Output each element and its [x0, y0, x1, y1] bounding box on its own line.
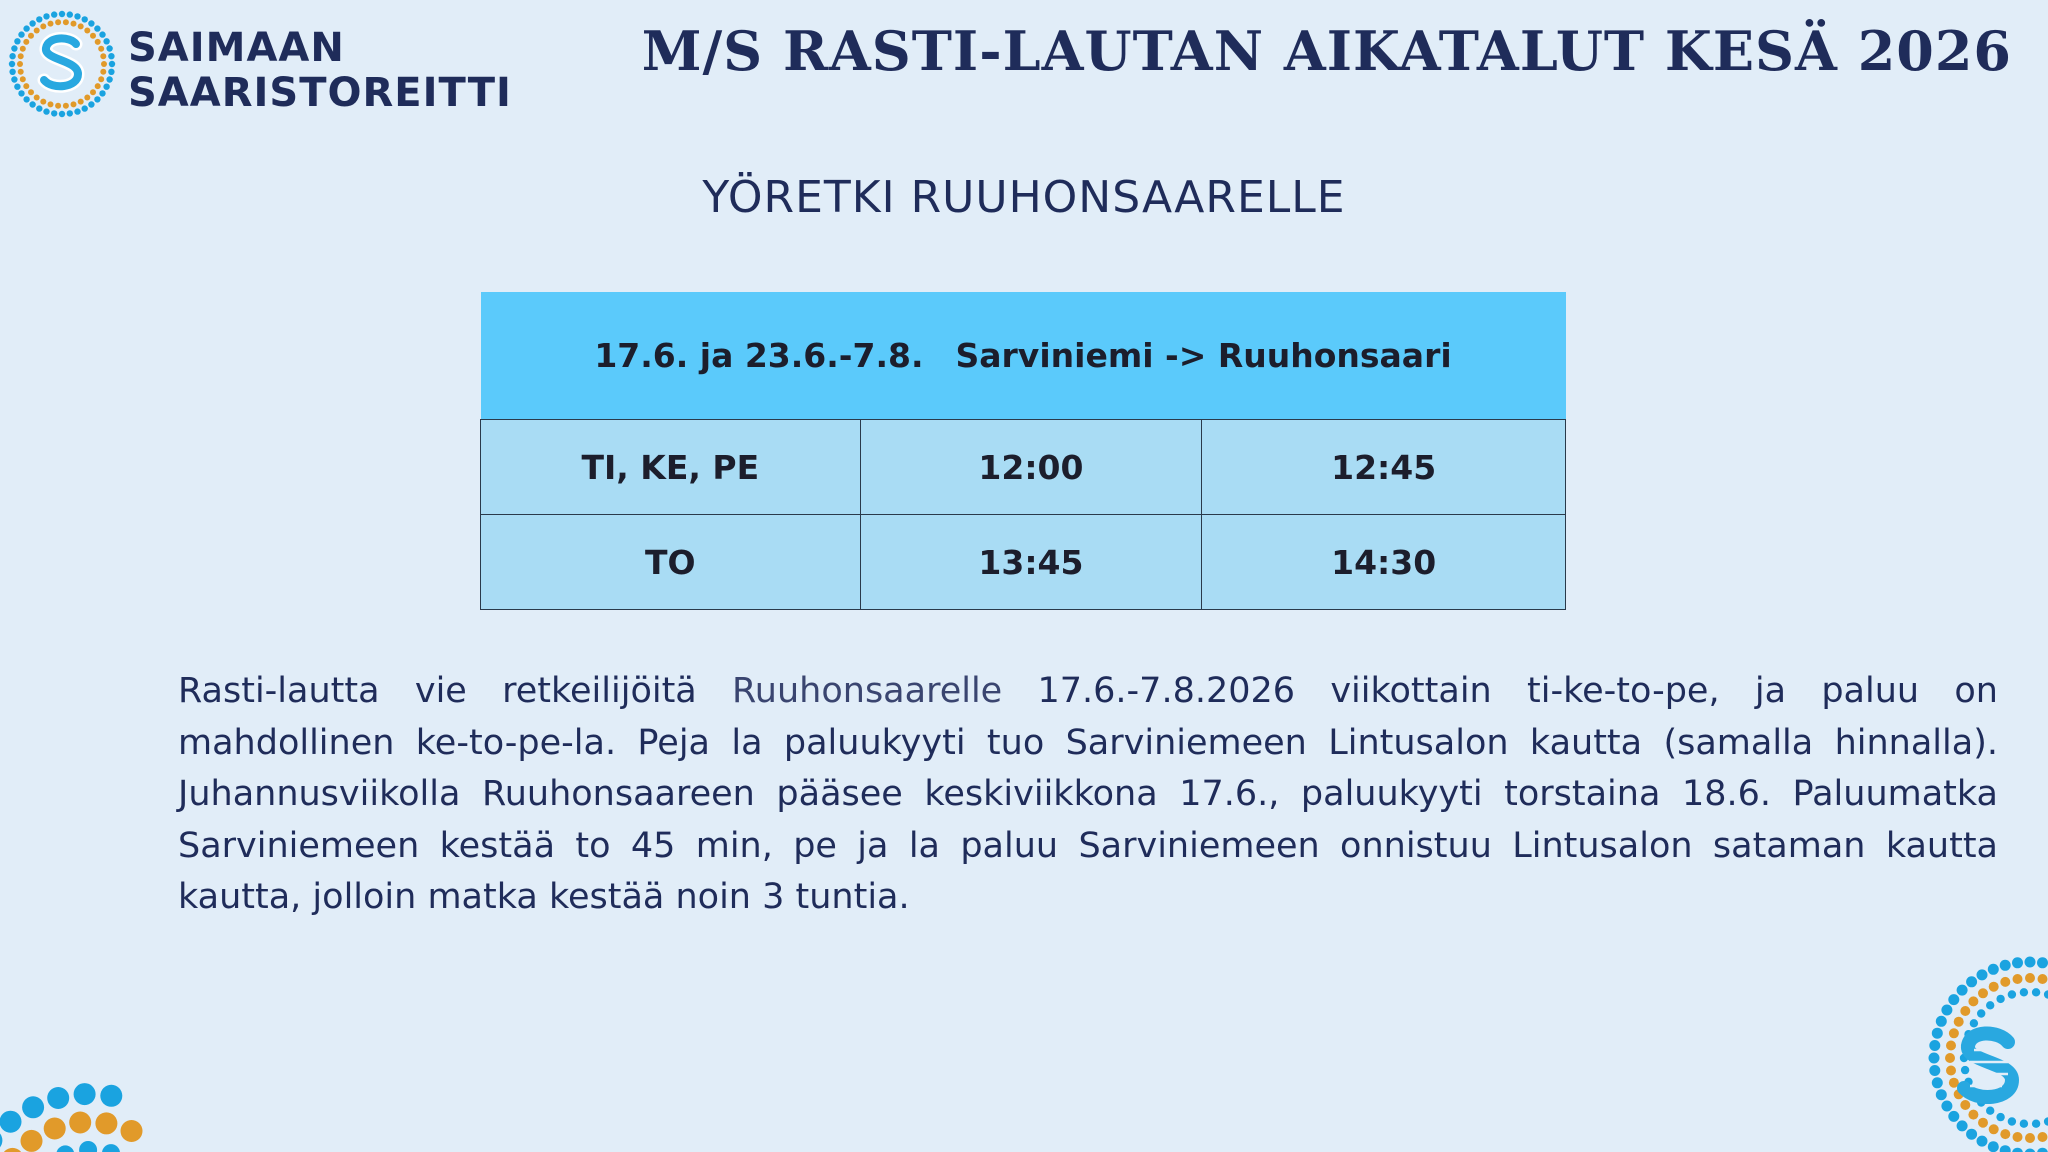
decoration-dot [2000, 1145, 2011, 1152]
dotted-arc-decoration-icon [0, 1072, 260, 1152]
decoration-dot [1929, 1040, 1940, 1051]
logo-dot [94, 96, 100, 102]
decoration-dot [2044, 1117, 2048, 1125]
decoration-dot [1966, 1129, 1977, 1140]
logo-dot [99, 31, 105, 37]
logo-dot [51, 11, 57, 17]
decoration-dot [21, 1130, 43, 1152]
decoration-dot [2000, 960, 2011, 971]
logo-dot [36, 105, 42, 111]
decoration-dot [1948, 1111, 1959, 1122]
logo-dot [108, 69, 114, 75]
logo-dot [108, 53, 114, 59]
description-paragraph [178, 666, 1998, 924]
decoration-dot [1978, 988, 1988, 998]
logo-dot [40, 23, 46, 29]
logo-dot [9, 69, 15, 75]
logo-dot [20, 76, 26, 82]
section-subtitle: YÖRETKI RUUHONSAARELLE [702, 172, 1346, 223]
logo-dot [71, 101, 77, 107]
logo-dot [103, 84, 109, 90]
decoration-dot [1988, 964, 1999, 975]
logo-dot [29, 20, 35, 26]
table-cell-days: TO [481, 515, 861, 610]
logo-dot [43, 13, 49, 19]
decoration-dot [0, 1111, 22, 1133]
logo-dot [88, 101, 94, 107]
brand-logo [6, 8, 512, 118]
logo-line-1: SAIMAAN [128, 25, 345, 71]
logo-dot [99, 90, 105, 96]
decoration-dot [2044, 990, 2048, 998]
logo-dot [18, 31, 24, 37]
logo-dot [11, 76, 17, 82]
logo-dot [48, 21, 54, 27]
decoration-dot [2032, 988, 2040, 996]
decoration-dot [1957, 985, 1968, 996]
decoration-dot [2008, 990, 2016, 998]
decoration-dot [0, 1129, 2, 1151]
logo-dot [90, 89, 96, 95]
logo-dot [11, 45, 17, 51]
logo-dot [106, 45, 112, 51]
table-cell-arrival: 14:30 [1202, 515, 1566, 610]
decoration-dot [1948, 994, 1959, 1005]
logo-dot [74, 108, 80, 114]
decoration-dot [79, 1141, 97, 1152]
decoration-dot [1986, 1001, 1994, 1009]
decoration-dot [1966, 976, 1977, 987]
decoration-dot [1978, 1118, 1988, 1128]
decoration-dot [2013, 1132, 2023, 1142]
timetable-header-row [481, 292, 1566, 420]
table-row [481, 420, 1566, 515]
decoration-dot [1986, 1107, 1994, 1115]
decoration-dot [22, 1096, 44, 1118]
logo-dot [9, 61, 15, 67]
decoration-dot [1941, 1005, 1952, 1016]
decoration-dot [2038, 974, 2048, 984]
logo-dot [55, 103, 61, 109]
decoration-dot [1957, 1120, 1968, 1131]
logo-dot [36, 16, 42, 22]
decoration-dot [1970, 1019, 1978, 1027]
logo-dot [101, 61, 107, 67]
logo-dot [34, 28, 40, 34]
logo-dot [84, 28, 90, 34]
decoration-dot [1977, 969, 1988, 980]
decoration-dot [2000, 1129, 2010, 1139]
logo-dot [14, 38, 20, 44]
decoration-dot [2038, 1132, 2048, 1142]
decoration-dot [2013, 974, 2023, 984]
description-part-2: Ruuhonsaarelle [732, 671, 1003, 711]
timetable-header-route: Sarviniemi -> Ruuhonsaari [955, 336, 1452, 375]
logo-dot [100, 53, 106, 59]
logo-dot [14, 84, 20, 90]
logo-dot [95, 39, 101, 45]
decoration-dot [1949, 1028, 1959, 1038]
decoration-dot [2008, 1117, 2016, 1125]
logo-dot [17, 61, 23, 67]
decoration-dot [1932, 1077, 1943, 1088]
decoration-dot [69, 1112, 91, 1134]
table-cell-days: TI, KE, PE [481, 420, 861, 515]
decoration-dot [1989, 1124, 1999, 1134]
description-part-3: 17.6.-7.8.2026 viikottain ti-ke-to-pe, ja paluu on mahdollinen ke-to-pe-la. Peja la paluukyyti tuo Sarviniemeen Lintusalon kautta (samalla hinnalla). Juhannusviikolla Ruuhonsaareen pääsee keskiviikkona 17.6., paluukyyti torstaina 18.6. Paluumatka Sarviniemeen kestää to 45 min, pe ja la paluu Sarviniemeen onnistuu Lintusalon sataman kautta kautta, jolloin matka kestää noin 3 tuntia. [178, 671, 1998, 917]
logo-dot [55, 19, 61, 25]
decoration-dot [1968, 1110, 1978, 1120]
logo-dot [43, 108, 49, 114]
logo-dot [28, 33, 34, 39]
timetable-header [481, 292, 1566, 420]
decoration-dot [44, 1118, 66, 1140]
decoration-dot [1961, 1066, 1969, 1074]
decoration-dot [47, 1087, 69, 1109]
logo-dot [18, 69, 24, 75]
decoration-dot [2037, 1148, 2048, 1152]
description-part-1: Rasti-lautta vie retkeilijöitä [178, 671, 733, 711]
dotted-circle-decoration-icon [1890, 950, 2048, 1152]
decoration-dot [1960, 1006, 1970, 1016]
table-row [481, 515, 1566, 610]
decoration-dot [2025, 1149, 2036, 1152]
decoration-dot [121, 1120, 143, 1142]
saimaan-saaristoreitti-logo-icon [6, 8, 118, 120]
page-title: M/S RASTI-LAUTAN AIKATALUT KESÄ 2026 [641, 19, 2012, 83]
decoration-dot [2025, 957, 2036, 968]
logo-dot [34, 95, 40, 101]
decoration-dot [1929, 1065, 1940, 1076]
decoration-dot [1932, 1028, 1943, 1039]
table-cell-arrival: 12:45 [1202, 420, 1566, 515]
logo-dot [9, 53, 15, 59]
logo-dot [59, 11, 65, 17]
decoration-dot [1977, 1136, 1988, 1147]
decoration-dot [100, 1085, 122, 1107]
logo-dot [23, 96, 29, 102]
logo-dot [20, 46, 26, 52]
logo-dot [23, 39, 29, 45]
logo-dot [82, 105, 88, 111]
decoration-dot [1946, 1066, 1956, 1076]
logo-dot [98, 76, 104, 82]
table-cell-departure: 12:00 [860, 420, 1202, 515]
logo-dot [78, 99, 84, 105]
timetable [480, 292, 1566, 610]
logo-dot [84, 95, 90, 101]
logo-dot [82, 16, 88, 22]
decoration-dot [2020, 988, 2028, 996]
logo-wordmark [128, 26, 512, 116]
logo-dot [103, 38, 109, 44]
decoration-dot [2037, 957, 2048, 968]
decoration-dot [1929, 1053, 1940, 1064]
logo-dot [51, 110, 57, 116]
decoration-dot [1945, 1053, 1955, 1063]
logo-dot [78, 23, 84, 29]
decoration-dot [2, 1148, 24, 1152]
decoration-dot [74, 1083, 96, 1105]
decoration-dot [56, 1145, 74, 1152]
logo-dot [98, 46, 104, 52]
decoration-dot [2020, 1120, 2028, 1128]
decoration-dot [95, 1112, 117, 1134]
logo-dot [74, 13, 80, 19]
timetable-header-dates: 17.6. ja 23.6.-7.8. [594, 336, 924, 375]
decoration-dot [1936, 1016, 1947, 1027]
logo-dot [48, 101, 54, 107]
logo-dot [63, 103, 69, 109]
logo-dot [23, 25, 29, 31]
decoration-dot [1941, 1101, 1952, 1112]
decoration-dot [2000, 977, 2010, 987]
logo-dot [90, 33, 96, 39]
decoration-dot [1996, 1113, 2004, 1121]
decoration-dot [1936, 1089, 1947, 1100]
decoration-dot [1954, 1017, 1964, 1027]
decoration-dot [1977, 1009, 1985, 1017]
logo-line-2: SAARISTOREITTI [128, 70, 512, 116]
decoration-dot [2032, 1120, 2040, 1128]
decoration-dot [2025, 973, 2035, 983]
decoration-dot [2025, 1133, 2035, 1143]
logo-dot [28, 89, 34, 95]
decoration-dot [1960, 1100, 1970, 1110]
decoration-dot [2012, 1148, 2023, 1152]
logo-dot [94, 25, 100, 31]
logo-dot [67, 11, 73, 17]
logo-dot [59, 111, 65, 117]
table-cell-departure: 13:45 [860, 515, 1202, 610]
logo-dot [40, 99, 46, 105]
logo-dot [67, 110, 73, 116]
logo-dot [71, 21, 77, 27]
logo-dot [18, 53, 24, 59]
decoration-dot [1988, 1141, 1999, 1152]
decoration-dot [1996, 995, 2004, 1003]
logo-dot [106, 76, 112, 82]
logo-dot [95, 83, 101, 89]
decoration-dot [1946, 1041, 1956, 1051]
decoration-dot [1989, 982, 1999, 992]
decoration-dot [1968, 996, 1978, 1006]
logo-dot [29, 101, 35, 107]
logo-dot [18, 90, 24, 96]
logo-dot [63, 19, 69, 25]
logo-dot [88, 20, 94, 26]
decoration-dot [102, 1144, 120, 1152]
logo-dot [109, 61, 115, 67]
logo-dot [100, 69, 106, 75]
decoration-dot [2012, 957, 2023, 968]
logo-dot [23, 83, 29, 89]
